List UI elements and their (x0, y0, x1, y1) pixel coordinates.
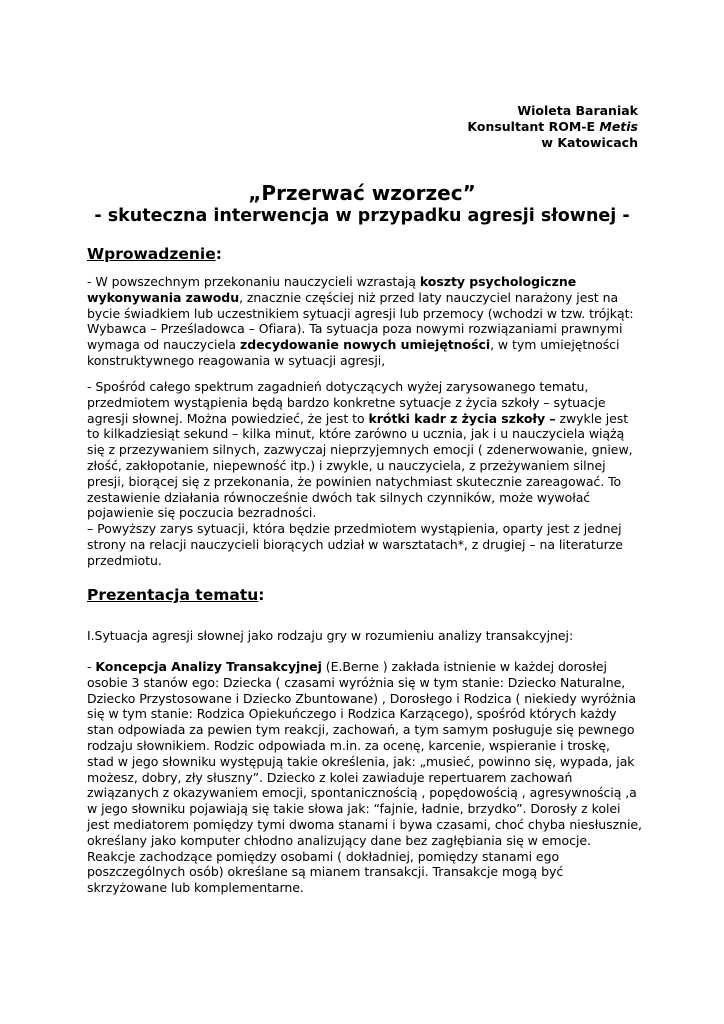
line-text: się w tym stanie: Rodzica Opiekuńczego i Rodzica Karzącego), spośród których każdy (87, 706, 617, 722)
section-heading-text: Prezentacja tematu (87, 586, 259, 604)
line-text: w jego słowniku pojawiają się takie słowa jak: “fajnie, ładnie, brzydko”. Dorosły z kolei (87, 801, 621, 817)
paragraph-4 (87, 659, 642, 896)
line-text: Wybawca – Prześladowca – Ofiara). Ta sytuacja poza nowymi rozwiązaniami prawnymi (87, 321, 623, 337)
line-text: rodzaju słownikiem. Rodzic odpowiada m.in. za ocenę, karcenie, wspieranie i troskę, (87, 737, 610, 753)
line-text: - (87, 659, 96, 674)
section-heading-text: Wprowadzenie (87, 245, 216, 263)
line-text: to kilkadziesiąt sekund – kilka minut, które zarówno u ucznia, jak i u nauczyciela wiążą (87, 426, 625, 442)
line-text: I.Sytuacja agresji słownej jako rodzaju gry w rozumieniu analizy transakcyjnej: (87, 628, 574, 643)
line-text: agresji słownej. Można powiedzieć, że jest to (87, 410, 369, 426)
author-name: Wioleta Baraniak (517, 103, 638, 118)
text-line (87, 817, 642, 833)
bold-phrase: krótki kadr z życia szkoły – (368, 410, 556, 426)
section-heading-colon: : (258, 586, 265, 604)
line-text: pojawienie się poczucia bezradności. (87, 505, 317, 521)
text-line (87, 411, 642, 427)
line-text: stad w jego słowniku występują takie określenia, jak: „musieć, powinno się, wypada, jak (87, 753, 635, 769)
line-text: strony na relacji nauczycieli biorących udział w warsztatach*, z drugiej – na literaturze (87, 536, 623, 552)
bold-phrase: zdecydowanie nowych umiejętności (239, 337, 491, 353)
line-text: złość, zakłopotanie, niepewność itp.) i zwykle, u nauczyciela, z przeżywaniem silnej (87, 457, 606, 473)
line-text: określany jako komputer chłodno analizujący dane bez zagłębiania się w emocje. (87, 832, 591, 848)
text-line (87, 801, 642, 817)
author-role-italic: Metis (599, 119, 638, 134)
section-heading-introduction (87, 244, 222, 264)
text-line (87, 706, 642, 722)
text-line (87, 290, 642, 306)
line-text: Reakcje zachodzące pomiędzy osobami ( dokładniej, pomiędzy stanami ego (87, 848, 560, 864)
text-line (87, 785, 642, 801)
bold-phrase: wykonywania zawodu (87, 289, 240, 305)
line-text-tail: zwykle jest (555, 410, 629, 426)
bold-phrase: Koncepcja Analizy Transakcyjnej (95, 659, 322, 674)
text-line (87, 849, 642, 865)
text-line (87, 306, 642, 322)
text-line (87, 321, 642, 337)
line-text: bycie świadkiem lub uczestnikiem sytuacji agresji lub przemocy (wchodzi w tzw. trójkąt: (87, 305, 634, 321)
document-title: „Przerwać wzorzec” (248, 181, 476, 205)
text-line (87, 474, 642, 490)
bold-phrase: koszty psychologiczne (419, 274, 577, 289)
text-line (87, 426, 642, 442)
text-line (87, 754, 642, 770)
text-line (87, 722, 642, 738)
document-subtitle: - skuteczna interwencja w przypadku agresji słownej - (94, 206, 630, 226)
line-text: - W powszechnym przekonaniu nauczycieli wzrastają (87, 274, 420, 289)
line-text-tail: , w tym umiejętności (490, 337, 620, 353)
text-line (87, 490, 642, 506)
text-line (87, 738, 642, 754)
author-block (467, 103, 638, 151)
line-text: związanych z okazywaniem emocji, spontanicznością , popędowością , agresywnością ,a (87, 785, 637, 801)
text-line (87, 833, 642, 849)
text-line (87, 442, 642, 458)
paragraph-2 (87, 379, 642, 569)
text-line (87, 395, 642, 411)
text-line (87, 770, 642, 786)
text-line (87, 337, 642, 353)
line-text: możesz, dobry, zły słuszny”. Dziecko z kolei zawiaduje repertuarem zachowań (87, 769, 573, 785)
text-line (87, 274, 642, 290)
line-text: się z przezywaniem silnych, zazwyczaj nieprzyjemnych emocji ( zdenerwowanie, gniew, (87, 442, 633, 458)
line-text: poszczególnych osób) określane są mianem transakcji. Transakcje mogą być (87, 864, 564, 880)
line-text: – Powyższy zarys sytuacji, która będzie przedmiotem wystąpienia, oparty jest z jednej (87, 521, 622, 537)
author-role (467, 119, 638, 135)
text-line (87, 353, 642, 369)
text-line (87, 691, 642, 707)
text-line (87, 379, 642, 395)
line-text-tail: (E.Berne ) zakłada istnienie w każdej dorosłej (321, 659, 607, 674)
line-text: skrzyżowane lub komplementarne. (87, 880, 304, 896)
text-line (87, 458, 642, 474)
text-line (87, 537, 642, 553)
text-line (87, 521, 642, 537)
text-line (87, 505, 642, 521)
line-text: presji, biorącej się z przekonania, że powinien natychmiast skutecznie zareagować. To (87, 473, 622, 489)
line-text: Dziecko Przystosowane i Dziecko Zbuntowane) , Dorosłego i Rodzica ( niekiedy wyróżnia (87, 690, 636, 706)
line-text: - Spośród całego spektrum zagadnień dotyczących wyżej zarysowanego tematu, (87, 379, 589, 394)
author-location: w Katowicach (541, 135, 638, 150)
line-text: jest mediatorem pomiędzy tymi dwoma stanami i bywa czasami, choć chyba niesłusznie, (87, 816, 642, 832)
text-line (87, 553, 642, 569)
paragraph-1 (87, 274, 642, 369)
text-line (87, 628, 642, 644)
line-text-tail: , znacznie częściej niż przed laty nauczyciel narażony jest na (239, 289, 619, 305)
text-line (87, 659, 642, 675)
text-line (87, 864, 642, 880)
line-text: przedmiotu. (87, 552, 162, 568)
text-line (87, 880, 642, 896)
section-heading-colon: : (215, 245, 222, 263)
line-text: stan odpowiada za pewien tym reakcji, zachowań, a tym samym posługuje się pewnego (87, 722, 635, 738)
line-text: wymaga od nauczyciela (87, 337, 240, 353)
line-text: osobie 3 stanów ego: Dziecka ( czasami wyróżnia się w tym stanie: Dziecko Naturalne, (87, 674, 626, 690)
line-text: zestawienie działania równocześnie dwóch tak silnych czynników, może wywołać (87, 489, 591, 505)
section-heading-presentation (87, 585, 265, 605)
line-text: przedmiotem wystąpienia będą bardzo konkretne sytuacje z życia szkoły – sytuacje (87, 394, 606, 410)
line-text: konstruktywnego reagowania w sytuacji agresji, (87, 352, 386, 368)
paragraph-3 (87, 628, 642, 644)
author-role-prefix: Konsultant ROM-E (467, 119, 600, 134)
text-line (87, 675, 642, 691)
